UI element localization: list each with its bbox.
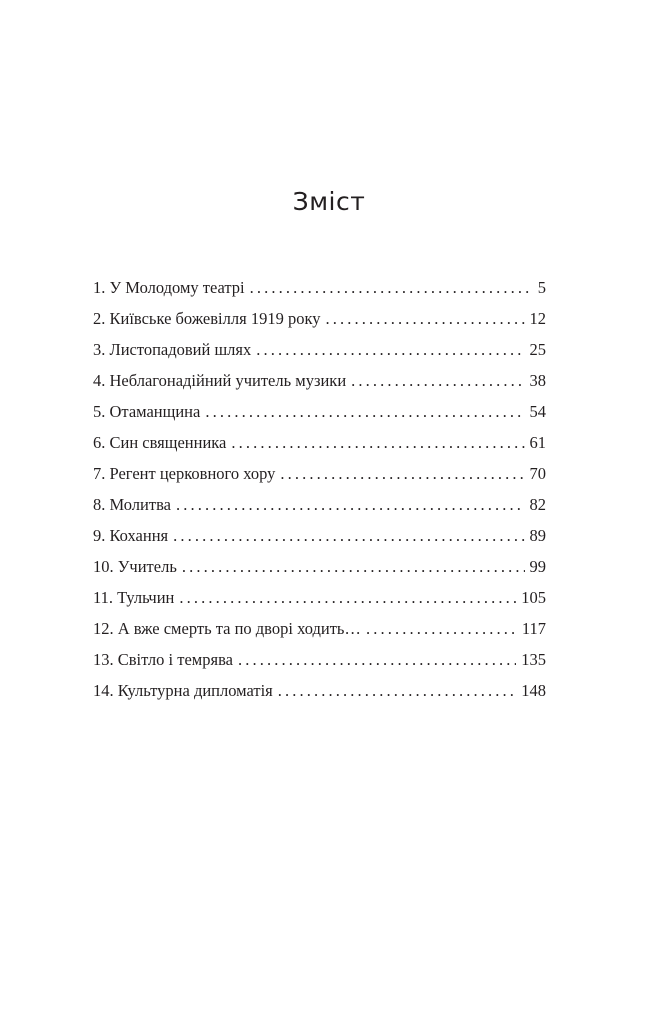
toc-entry-title: 7. Регент церковного хору: [93, 464, 276, 483]
toc-dot-leader: [250, 272, 533, 303]
toc-entry: [93, 489, 546, 520]
toc-entry: [93, 551, 546, 582]
toc-entry-page: 105: [521, 588, 546, 607]
toc-entry-title: 10. Учитель: [93, 557, 177, 576]
toc-entry: [93, 272, 546, 303]
toc-entry: [93, 396, 546, 427]
toc-entry-title: 3. Листопадовий шлях: [93, 340, 252, 359]
toc-dot-leader: [176, 489, 525, 520]
toc-dot-leader: [351, 365, 524, 396]
toc-dot-leader: [278, 675, 516, 706]
toc-entry-page: 99: [529, 557, 546, 576]
contents-heading: Зміст: [292, 187, 366, 216]
toc-entry: [93, 365, 546, 396]
toc-dot-leader: [325, 303, 524, 334]
toc-entry-title: 13. Світло і темрява: [93, 650, 233, 669]
toc-dot-leader: [231, 427, 524, 458]
toc-entry-title: 14. Культурна дипломатія: [93, 681, 273, 700]
toc-entry-page: 54: [529, 402, 546, 421]
toc-entry-page: 117: [521, 619, 546, 638]
toc-entry-title: 1. У Молодому театрі: [93, 278, 245, 297]
toc-dot-leader: [179, 582, 516, 613]
toc-entry: [93, 427, 546, 458]
toc-entry: [93, 458, 546, 489]
toc-entry: [93, 303, 546, 334]
toc-entry-title: 4. Неблагонадійний учитель музики: [93, 371, 347, 390]
toc-entry-page: 61: [529, 433, 546, 452]
toc-entry: [93, 520, 546, 551]
toc-entry-page: 38: [529, 371, 546, 390]
toc-dot-leader: [205, 396, 524, 427]
toc-entry-title: 2. Київське божевілля 1919 року: [93, 309, 321, 328]
toc-entry: [93, 675, 546, 706]
toc-entry-page: 89: [529, 526, 546, 545]
toc-entry-page: 25: [529, 340, 546, 359]
toc-entry-page: 12: [529, 309, 546, 328]
toc-dot-leader: [256, 334, 524, 365]
toc-entry-page: 148: [521, 681, 546, 700]
toc-entry-title: 6. Син священника: [93, 433, 227, 452]
toc-entry-title: 12. А вже смерть та по дворі ходить…: [93, 619, 361, 638]
toc-entry-title: 9. Кохання: [93, 526, 169, 545]
toc-entry-page: 70: [529, 464, 546, 483]
toc-entry-title: 8. Молитва: [93, 495, 171, 514]
toc-dot-leader: [238, 644, 516, 675]
table-of-contents: [93, 272, 546, 706]
toc-dot-leader: [173, 520, 524, 551]
toc-dot-leader: [280, 458, 524, 489]
toc-dot-leader: [182, 551, 525, 582]
toc-entry-page: 5: [537, 278, 546, 297]
toc-entry: [93, 334, 546, 365]
toc-entry-page: 135: [521, 650, 546, 669]
toc-dot-leader: [366, 613, 517, 644]
toc-entry-title: 5. Отаманщина: [93, 402, 201, 421]
toc-entry: [93, 613, 546, 644]
toc-entry: [93, 644, 546, 675]
toc-entry-title: 11. Тульчин: [93, 588, 175, 607]
toc-entry-page: 82: [529, 495, 546, 514]
toc-entry: [93, 582, 546, 613]
